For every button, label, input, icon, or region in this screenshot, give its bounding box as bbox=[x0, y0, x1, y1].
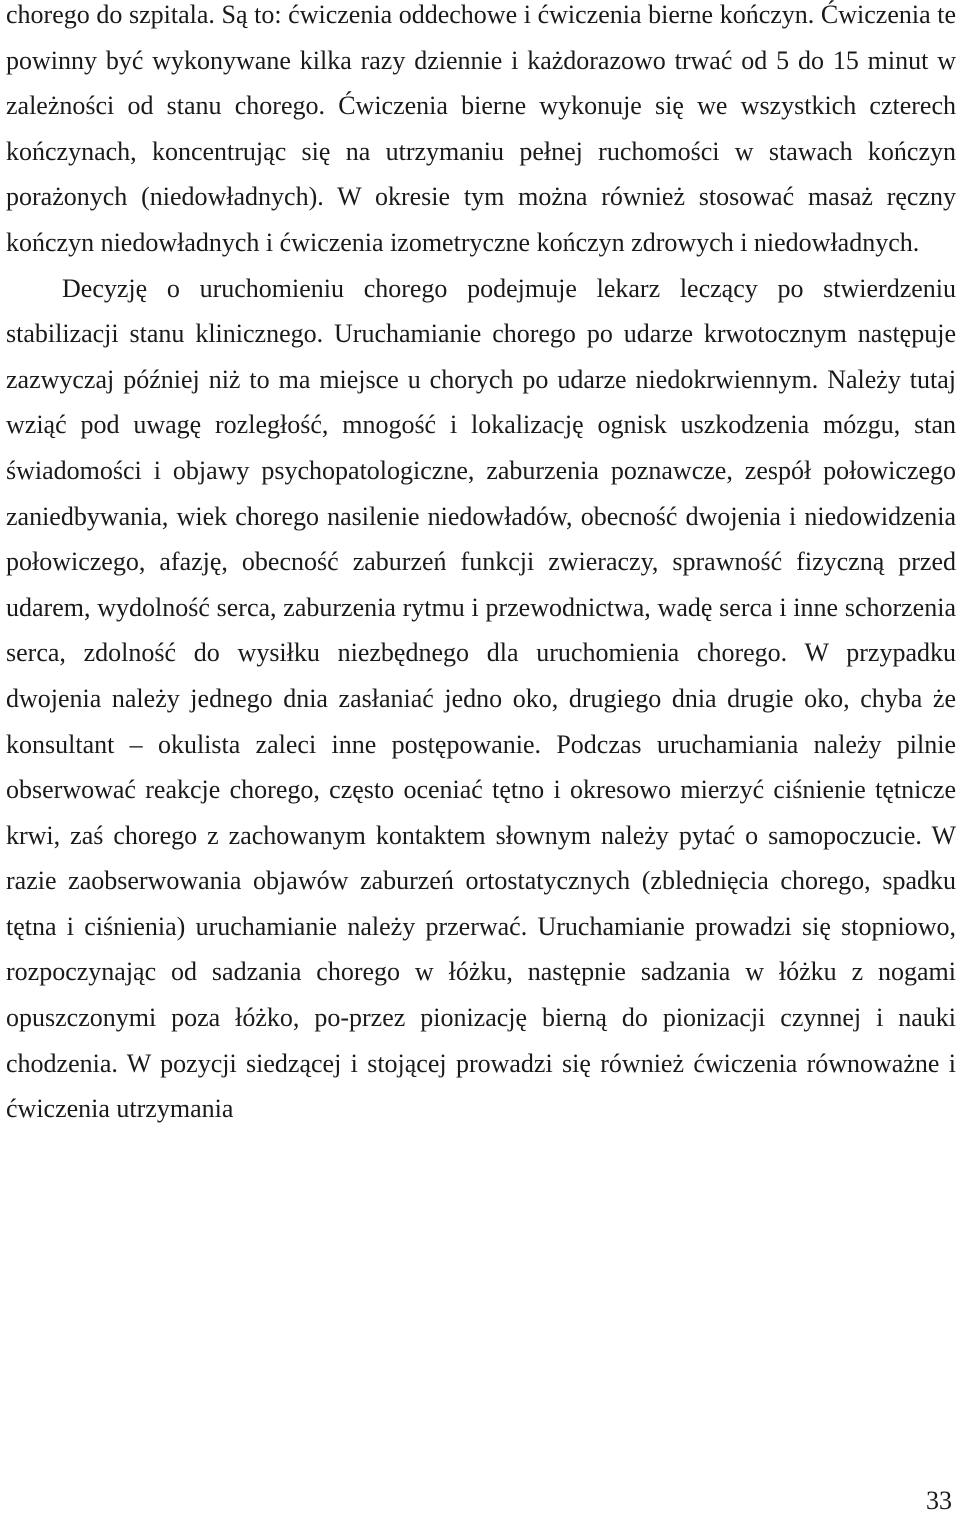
document-page bbox=[6, 0, 956, 1132]
page-number: 33 bbox=[926, 1486, 952, 1515]
paragraph-mobilization: Decyzję o uruchomieniu chorego podejmuje lekarz leczący po stwierdzeniu stabilizacji stanu klinicznego. Uruchamianie chorego po udarze krwotocznym następuje zazwyczaj później niż to ma miejsce u chorych po udarze niedokrwiennym. Należy tutaj wziąć pod uwagę rozległość, mnogość i lokalizację ognisk uszkodzenia mózgu, stan świadomości i objawy psychopatologiczne, zaburzenia poznawcze, zespół połowiczego zaniedbywania, wiek chorego nasilenie niedowładów, obecność dwojenia i niedowidzenia połowiczego, afazję, obecność zaburzeń funkcji zwieraczy, sprawność fizyczną przed udarem, wydolność serca, zaburzenia rytmu i przewodnictwa, wadę serca i inne schorzenia serca, zdolność do wysiłku niezbędnego dla uruchomienia chorego. W przypadku dwojenia należy jednego dnia zasłaniać jedno oko, drugiego dnia drugie oko, chyba że konsultant – okulista zaleci inne postępowanie. Podczas uruchamiania należy pilnie obserwować reakcje chorego, często oceniać tętno i okresowo mierzyć ciśnienie tętnicze krwi, zaś chorego z zachowanym kontaktem słownym należy pytać o samopoczucie. W razie zaobserwowania objawów zaburzeń ortostatycznych (zblednięcia chorego, spadku tętna i ciśnienia) uruchamianie należy przerwać. Uruchamianie prowadzi się stopniowo, rozpoczynając od sadzania chorego w łóżku, następnie sadzania w łóżku z nogami opuszczonymi poza łóżko, po-przez pionizację bierną do pionizacji czynnej i nauki chodzenia. W pozycji siedzącej i stojącej prowadzi się również ćwiczenia równoważne i ćwiczenia utrzymania bbox=[6, 273, 956, 1124]
paragraph-exercises: chorego do szpitala. Są to: ćwiczenia oddechowe i ćwiczenia bierne kończyn. Ćwiczenia te powinny być wykonywane kilka razy dziennie i każdorazowo trwać od 5 do 15 minut w zależności od stanu chorego. Ćwiczenia bierne wykonuje się we wszystkich czterech kończynach, koncentrując się na utrzymaniu pełnej ruchomości w stawach kończyn porażonych (niedowładnych). W okresie tym można również stosować masaż ręczny kończyn niedowładnych i ćwiczenia izometryczne kończyn zdrowych i niedowładnych. bbox=[6, 0, 956, 257]
